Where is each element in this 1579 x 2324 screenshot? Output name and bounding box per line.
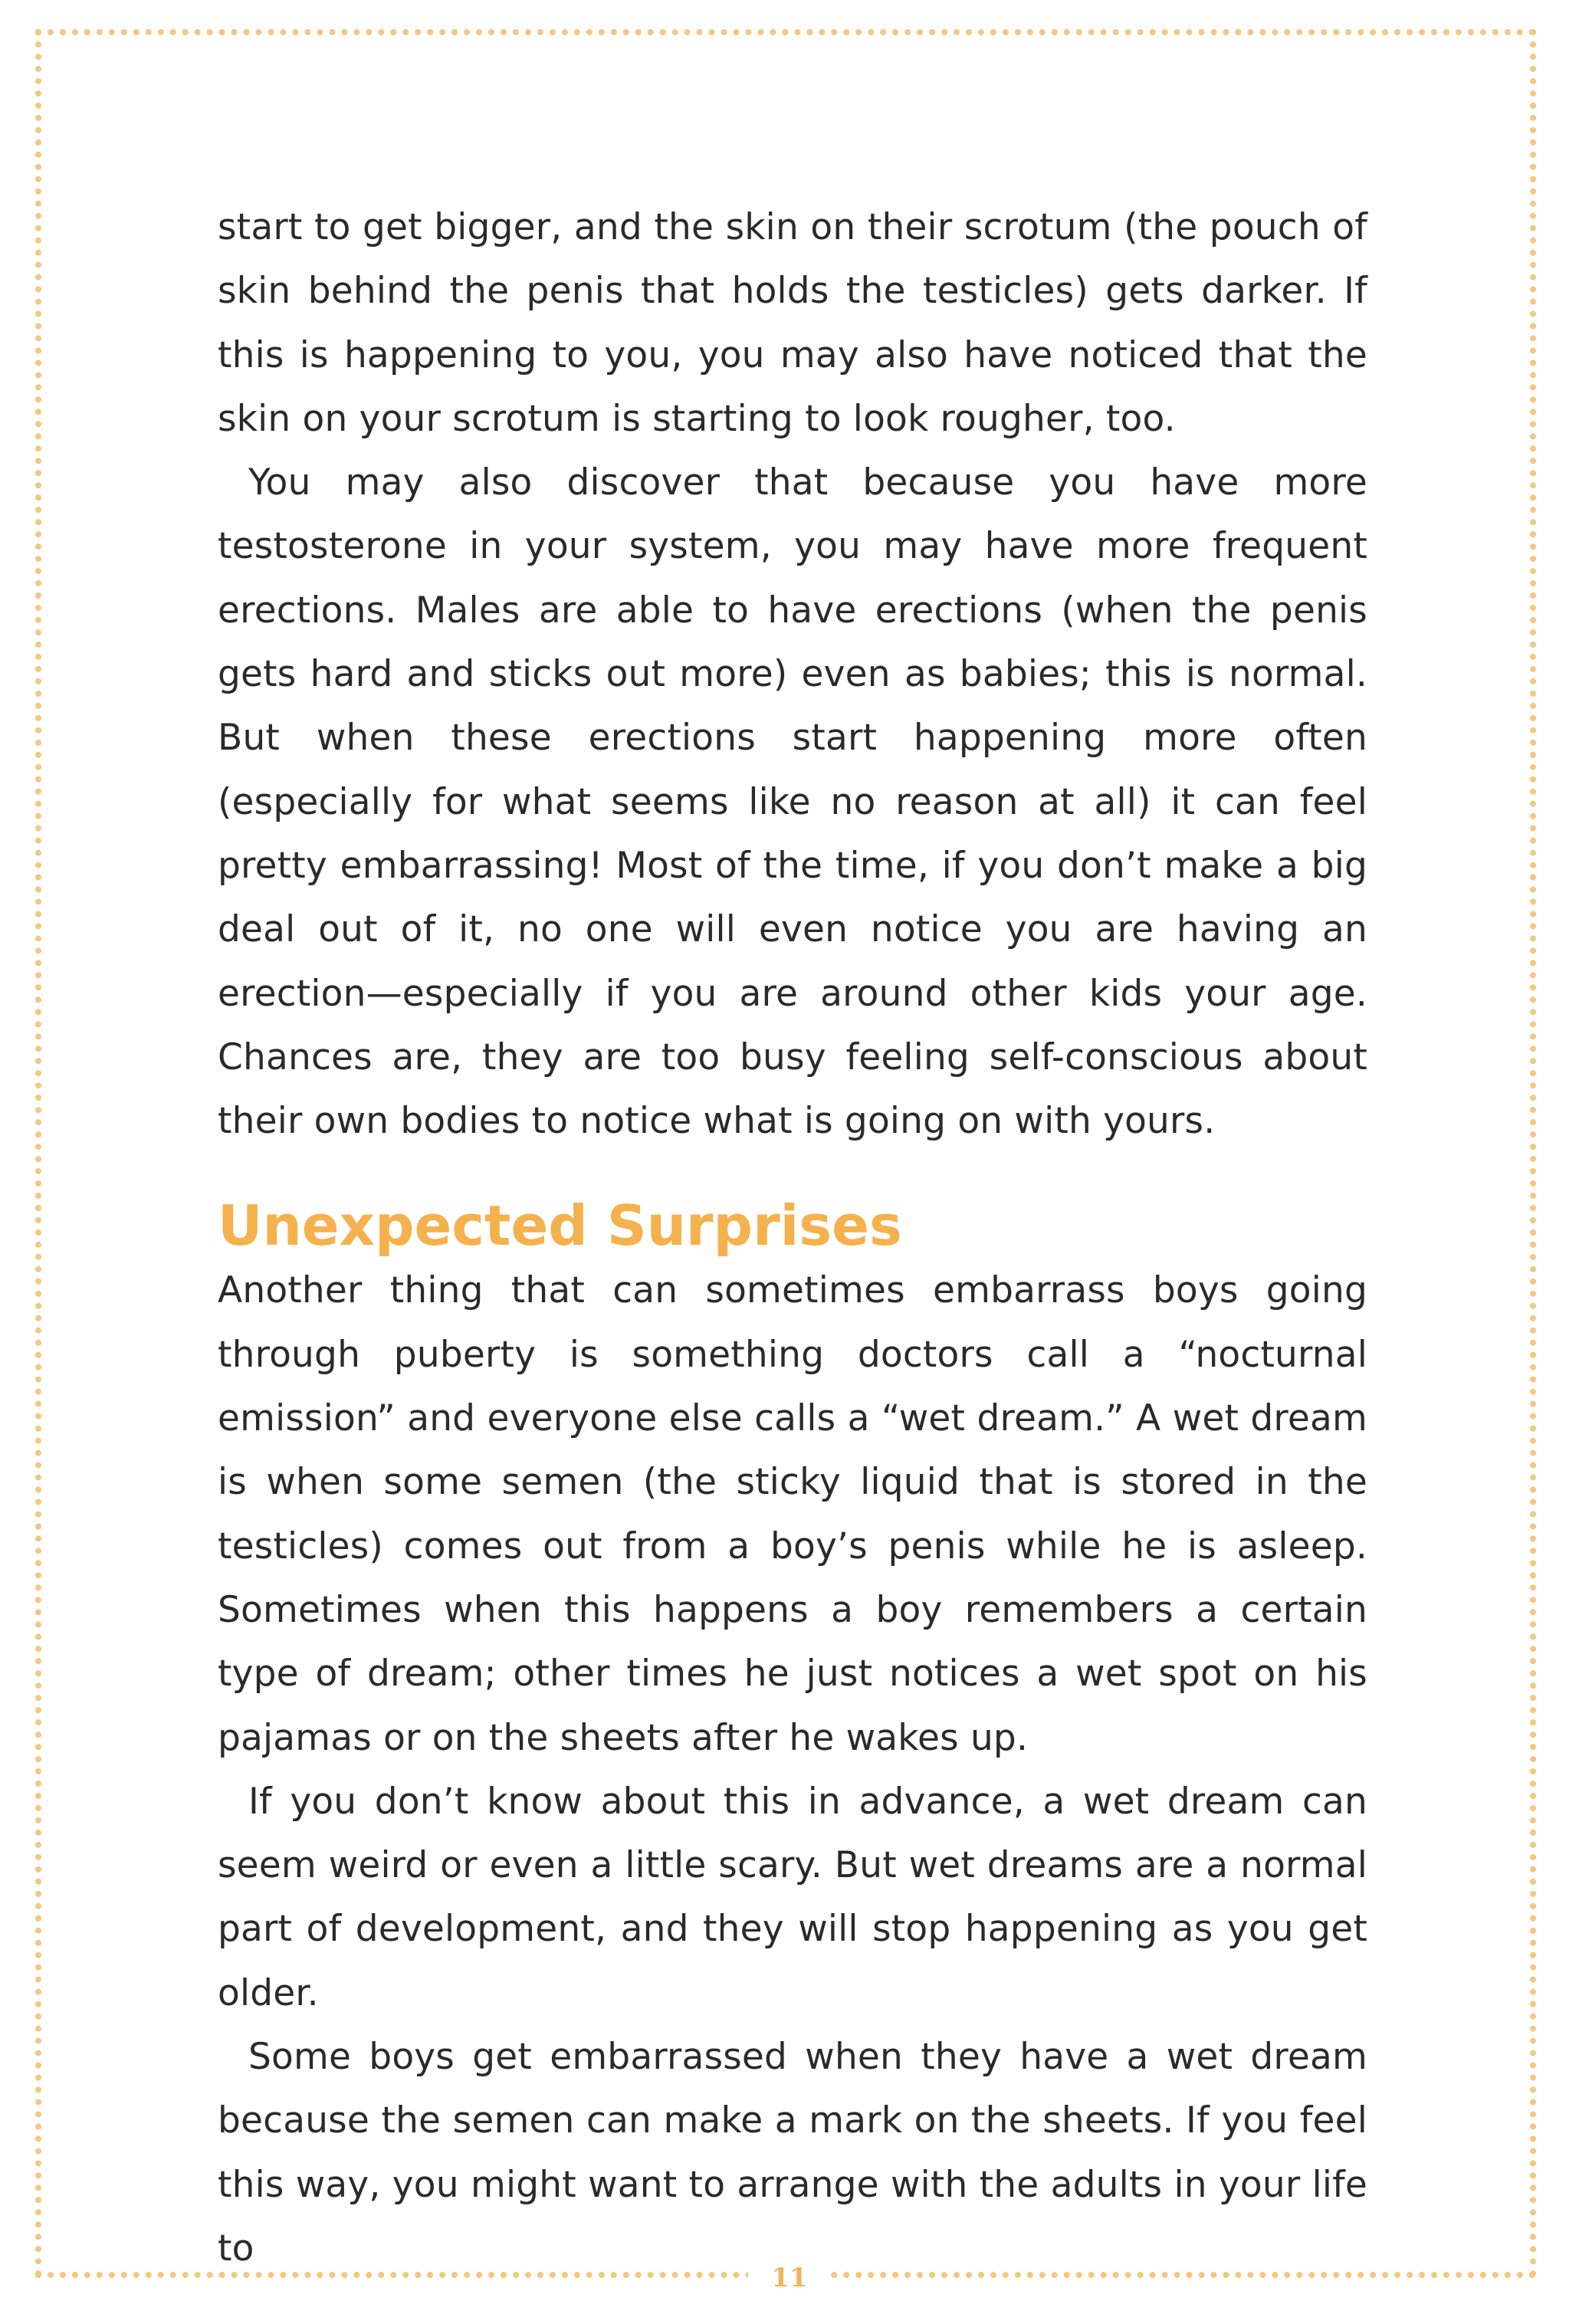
paragraph-erections: You may also discover that because you have more testosterone in your system, you may have more frequent erections. Males are able to have erections (when the penis gets hard and sticks out more) even as babies; this is normal. But when these erections start happening more often (especially for what seems like no reason at all) it can feel pretty embarrassing! Most of the time, if you don’t make a big deal out of it, no one will even notice you are having an erection—especially if you are around other kids your age. Chances are, they are too busy feeling self-conscious about their own bodies to notice what is going on with yours. — [218, 461, 1367, 1143]
page-footer — [0, 2258, 1579, 2298]
page-number: 11 — [748, 2258, 830, 2298]
section-heading: Unexpected Surprises — [218, 1193, 902, 1259]
paragraph-wet-dream-normal: If you don’t know about this in advance, a wet dream can seem weird or even a little scary. But wet dreams are a normal part of development, and they will stop happening as you get older. — [218, 1780, 1367, 2014]
paragraph-wet-dream-sheets: Some boys get embarrassed when they have a wet dream because the semen can make a mark on the sheets. If you feel this way, you might want to arrange with the adults in your life to — [218, 2036, 1367, 2270]
paragraph-wet-dream-intro: Another thing that can sometimes embarrass boys going through puberty is something doctors call a “nocturnal emission” and everyone else calls a “wet dream.” A wet dream is when some semen (the sticky liquid that is stored in the testicles) comes out from a boy’s penis while he is asleep. Sometimes when this happens a boy remembers a certain type of dream; other times he just notices a wet spot on his pajamas or on the sheets after he wakes up. — [218, 1269, 1367, 1759]
page-content — [218, 195, 1367, 2280]
paragraph-testicles-scrotum: start to get bigger, and the skin on their scrotum (the pouch of skin behind the penis that holds the testicles) gets darker. If this is happening to you, you may also have noticed that the skin on your scrotum is starting to look rougher, too. — [218, 206, 1367, 440]
